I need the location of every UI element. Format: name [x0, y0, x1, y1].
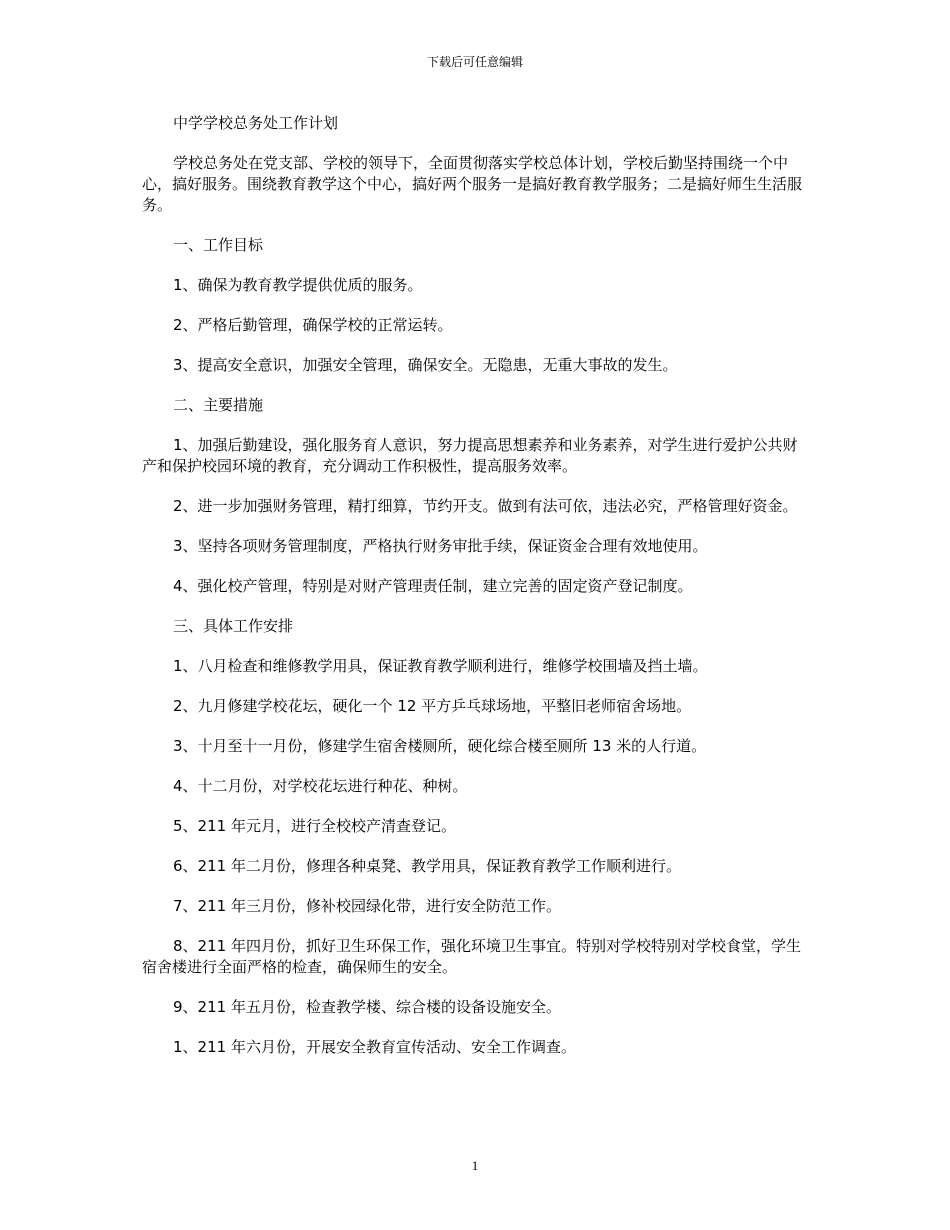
- document-body: [142, 113, 808, 1077]
- goal-item: 2、严格后勤管理，确保学校的正常运转。: [173, 316, 453, 334]
- section-heading-measures: 二、主要措施: [173, 396, 264, 414]
- goal-item: 3、提高安全意识，加强安全管理，确保安全。无隐患，无重大事故的发生。: [173, 356, 678, 374]
- section-heading-schedule: 三、具体工作安排: [173, 617, 294, 635]
- schedule-item: 9、211 年五月份，检查教学楼、综合楼的设备设施安全。: [173, 998, 561, 1016]
- measure-item: 1、加强后勤建设，强化服务育人意识，努力提高思想素养和业务素养，对学生进行爱护公共财产和保护校园环境的教育，充分调动工作积极性，提高服务效率。: [142, 436, 798, 475]
- measure-item: 2、进一步加强财务管理，精打细算，节约开支。做到有法可依，违法必究，严格管理好资金。: [173, 497, 798, 515]
- schedule-item: 6、211 年二月份，修理各种桌凳、教学用具，保证教育教学工作顺利进行。: [173, 857, 681, 875]
- measure-item: 4、强化校产管理，特别是对财产管理责任制，建立完善的固定资产登记制度。: [173, 577, 693, 595]
- schedule-item: 1、211 年六月份，开展安全教育宣传活动、安全工作调查。: [173, 1038, 576, 1056]
- schedule-item: 8、211 年四月份，抓好卫生环保工作，强化环境卫生事宜。特别对学校特别对学校食堂，学生宿舍楼进行全面严格的检查，确保师生的安全。: [142, 937, 801, 976]
- section-heading-goals: 一、工作目标: [173, 236, 264, 254]
- page-header: 下载后可任意编辑: [426, 55, 523, 69]
- schedule-item: 3、十月至十一月份，修建学生宿舍楼厕所，硬化综合楼至厕所 13 米的人行道。: [173, 737, 707, 755]
- document-title: 中学学校总务处工作计划: [173, 114, 339, 132]
- schedule-item: 5、211 年元月，进行全校校产清查登记。: [173, 817, 456, 835]
- schedule-item: 2、九月修建学校花坛，硬化一个 12 平方乒乓球场地，平整旧老师宿舍场地。: [173, 697, 692, 715]
- schedule-item: 1、八月检查和维修教学用具，保证教育教学顺利进行，维修学校围墙及挡土墙。: [173, 657, 708, 675]
- goal-item: 1、确保为教育教学提供优质的服务。: [173, 276, 423, 294]
- page-number: 1: [471, 1158, 479, 1173]
- intro-paragraph: 学校总务处在党支部、学校的领导下，全面贯彻落实学校总体计划，学校后勤坚持围绕一个中心，搞好服务。围绕教育教学这个中心，搞好两个服务一是搞好教育教学服务；二是搞好师生生活服务。: [142, 154, 803, 214]
- schedule-item: 7、211 年三月份，修补校园绿化带，进行安全防范工作。: [173, 897, 561, 915]
- measure-item: 3、坚持各项财务管理制度，严格执行财务审批手续，保证资金合理有效地使用。: [173, 537, 708, 555]
- schedule-item: 4、十二月份，对学校花坛进行种花、种树。: [173, 777, 468, 795]
